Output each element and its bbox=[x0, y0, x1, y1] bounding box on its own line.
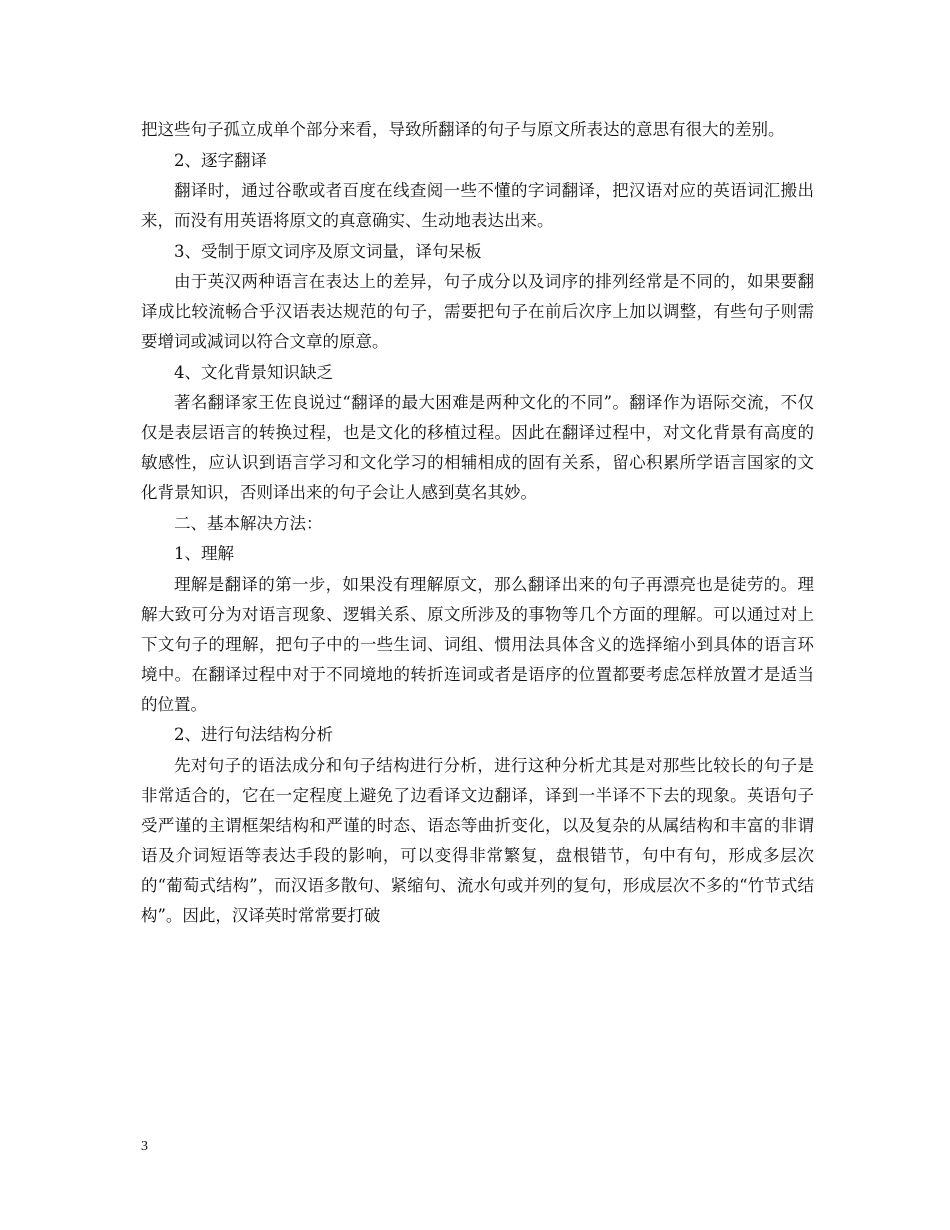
section-heading-word-for-word: 2、逐字翻译 bbox=[174, 150, 267, 170]
paragraph-understanding: 理解是翻译的第一步，如果没有理解原文，那么翻译出来的句子再漂亮也是徒劳的。理解大致可分为对语言现象、逻辑关系、原文所涉及的事物等几个方面的理解。可以通过对上下文句子的理解，把句子中的一些生词、词组、惯用法具体含义的选择缩小到具体的语言环境中。在翻译过程中对于不同境地的转折连词或者是语序的位置都要考虑怎样放置才是适当的位置。 bbox=[141, 574, 814, 714]
paragraph-syntax-analysis: 先对句子的语法成分和句子结构进行分析，进行这种分析尤其是对那些比较长的句子是非常适合的，它在一定程度上避免了边看译文边翻译，译到一半译不下去的现象。英语句子受严谨的主谓框架结构和严谨的时态、语态等曲折变化，以及复杂的从属结构和丰富的非谓语及介词短语等表达手段的影响，可以变得非常繁复，盘根错节，句中有句，形成多层次的“葡萄式结构”，而汉语多散句、紧缩句、流水句或并列的复句，形成层次不多的“竹节式结构”。因此，汉译英时常常要打破 bbox=[141, 755, 814, 925]
paragraph-word-for-word: 翻译时，通过谷歌或者百度在线查阅一些不懂的字词翻译，把汉语对应的英语词汇搬出来，而没有用英语将原文的真意确实、生动地表达出来。 bbox=[141, 181, 814, 230]
paragraph-word-order: 由于英汉两种语言在表达上的差异，句子成分以及词序的排列经常是不同的，如果要翻译成比较流畅合乎汉语表达规范的句子，需要把句子在前后次序上加以调整，有些句子则需要增词或减词以符合文章的原意。 bbox=[141, 272, 814, 351]
section-heading-solutions: 二、基本解决方法： bbox=[174, 513, 323, 533]
section-heading-syntax-analysis: 2、进行句法结构分析 bbox=[174, 725, 333, 744]
document-body bbox=[141, 115, 814, 931]
page-number: 3 bbox=[141, 1139, 148, 1154]
section-heading-word-order: 3、受制于原文词序及原文词量，译句呆板 bbox=[174, 241, 482, 261]
section-heading-understanding: 1、理解 bbox=[174, 544, 234, 563]
section-heading-culture: 4、文化背景知识缺乏 bbox=[174, 362, 333, 382]
paragraph-culture: 著名翻译家王佐良说过“翻译的最大困难是两种文化的不同”。翻译作为语际交流，不仅仅是表层语言的转换过程，也是文化的移植过程。因此在翻译过程中，对文化背景有高度的敏感性，应认识到语言学习和文化学习的相辅相成的固有关系，留心积累所学语言国家的文化背景知识，否则译出来的句子会让人感到莫名其妙。 bbox=[141, 393, 814, 502]
paragraph-continuation: 把这些句子孤立成单个部分来看，导致所翻译的句子与原文所表达的意思有很大的差别。 bbox=[141, 120, 785, 139]
